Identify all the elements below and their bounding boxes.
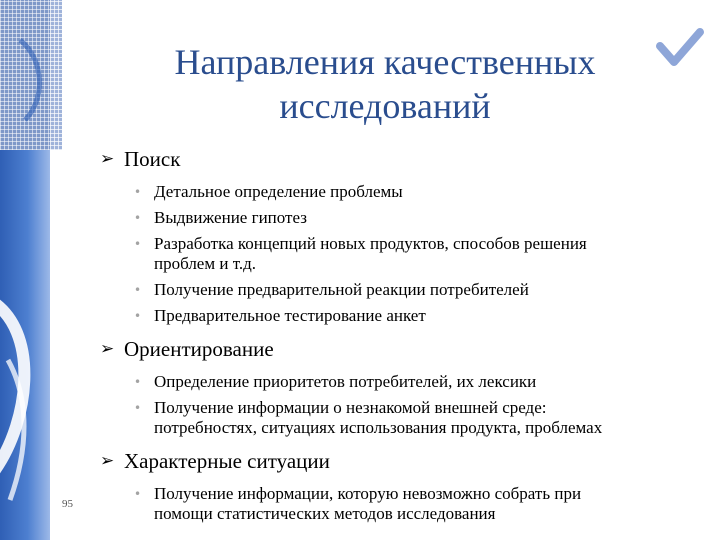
bullet-icon: • <box>134 283 142 297</box>
side-decoration <box>0 0 50 540</box>
slide-content <box>100 146 700 524</box>
list-item: • Получение информации, которую невозможно собрать при помощи статистических методов исследования <box>134 484 582 523</box>
title-line-1: Направления качественных <box>174 42 596 82</box>
slide-title <box>120 40 650 128</box>
bullet-icon: • <box>134 211 142 225</box>
swirl-decoration <box>0 0 50 540</box>
list-item: • Получение предварительной реакции потребителей <box>134 280 529 299</box>
arrow-bullet-icon: ➢ <box>100 451 115 471</box>
list-item: • Предварительное тестирование анкет <box>134 306 426 325</box>
arrow-bullet-icon: ➢ <box>100 339 115 359</box>
section-heading: ➢ Характерные ситуации <box>100 449 330 473</box>
title-line-2: исследований <box>279 86 491 126</box>
list-item: • Получение информации о незнакомой внешней среде: потребностях, ситуациях использования продукта, проблемах <box>134 398 603 437</box>
bullet-icon: • <box>134 401 142 415</box>
page-number: 95 <box>62 498 73 510</box>
bullet-icon: • <box>134 375 142 389</box>
bullet-icon: • <box>134 237 142 251</box>
list-item: • Выдвижение гипотез <box>134 208 307 227</box>
bullet-icon: • <box>134 185 142 199</box>
side-grid-strip <box>50 0 62 150</box>
bullet-icon: • <box>134 487 142 501</box>
list-item: • Детальное определение проблемы <box>134 182 403 201</box>
list-item: • Определение приоритетов потребителей, их лексики <box>134 372 537 391</box>
list-item: • Разработка концепций новых продуктов, способов решения проблем и т.д. <box>134 234 587 273</box>
arrow-bullet-icon: ➢ <box>100 149 115 169</box>
checkmark-icon <box>656 28 704 70</box>
section-heading: ➢ Ориентирование <box>100 337 274 361</box>
bullet-icon: • <box>134 309 142 323</box>
section-heading: ➢ Поиск <box>100 147 181 171</box>
